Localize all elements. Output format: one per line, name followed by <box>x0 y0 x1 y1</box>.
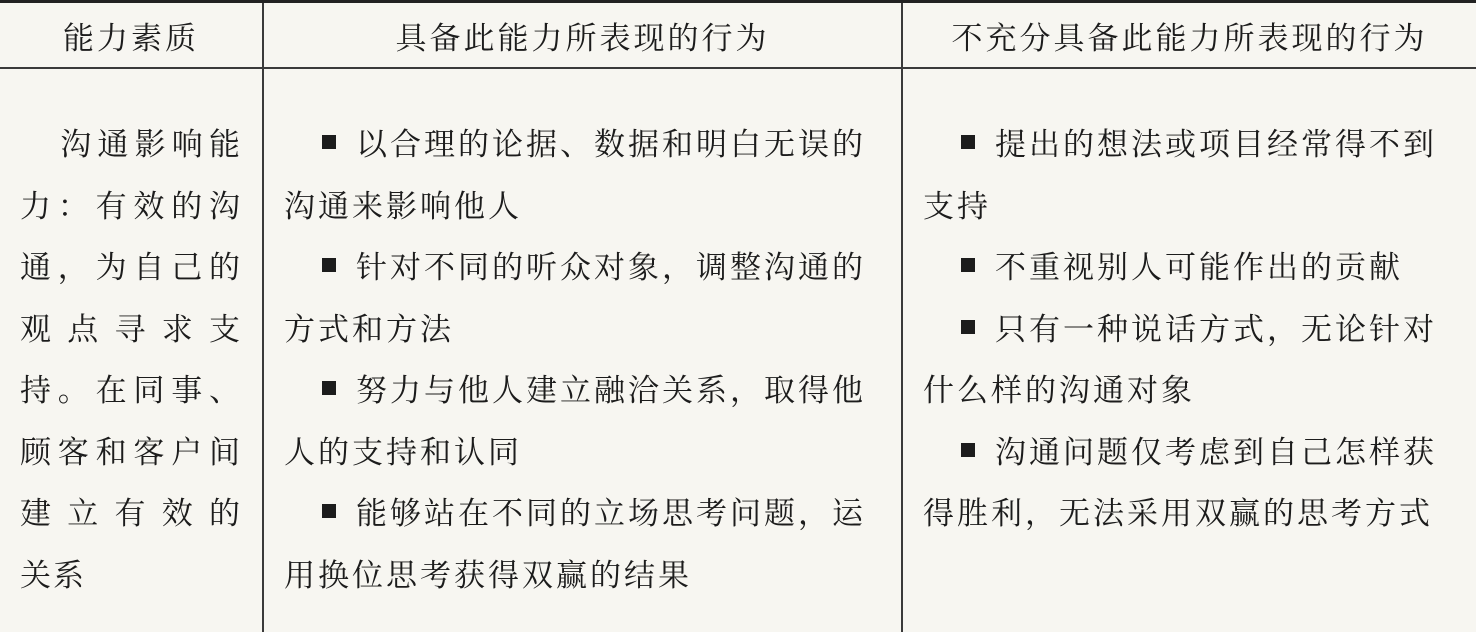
quality-description <box>0 69 262 607</box>
list-item: 只有一种说话方式，无论针对什么样的沟通对象 <box>923 311 1437 409</box>
list-item: 能够站在不同的立场思考问题，运用换位思考获得双赢的结果 <box>284 496 866 594</box>
list-item: 提出的想法或项目经常得不到支持 <box>923 127 1437 225</box>
list-item: 努力与他人建立融洽关系，取得他人的支持和认同 <box>284 373 866 471</box>
bullet-icon <box>961 443 975 457</box>
list-item: 针对不同的听众对象，调整沟通的方式和方法 <box>284 250 866 348</box>
bullet-icon <box>322 381 336 395</box>
list-item: 不重视别人可能作出的贡献 <box>923 238 1456 300</box>
header-lacks-ability: 不充分具备此能力所表现的行为 <box>902 2 1476 69</box>
bullet-icon <box>322 258 336 272</box>
bullet-icon <box>961 320 975 334</box>
lacks-ability-list <box>903 69 1476 546</box>
quality-cell <box>0 68 263 632</box>
quality-line: 通，为自己的 <box>20 250 242 286</box>
list-item: 以合理的论据、数据和明白无误的沟通来影响他人 <box>284 127 866 225</box>
quality-line: 关系 <box>20 557 86 594</box>
table-header-row <box>0 2 1476 69</box>
quality-line: 建立有效的 <box>20 496 242 532</box>
header-quality: 能力素质 <box>0 2 263 69</box>
bullet-icon <box>961 258 975 272</box>
table-row <box>0 68 1476 632</box>
bullet-icon <box>961 135 975 149</box>
bullet-icon <box>322 135 336 149</box>
header-has-ability: 具备此能力所表现的行为 <box>263 2 902 69</box>
quality-line: 力：有效的沟 <box>20 188 242 225</box>
quality-line: 持。在同事、 <box>20 373 242 409</box>
bullet-icon <box>322 504 336 518</box>
quality-line: 观点寻求支 <box>20 311 242 348</box>
quality-line: 顾客和客户间 <box>20 434 242 471</box>
has-ability-cell <box>263 68 902 632</box>
has-ability-list <box>264 69 901 607</box>
quality-line: 沟通影响能 <box>56 127 242 163</box>
lacks-ability-cell <box>902 68 1476 632</box>
list-item: 沟通问题仅考虑到自己怎样获得胜利，无法采用双赢的思考方式 <box>923 434 1437 532</box>
